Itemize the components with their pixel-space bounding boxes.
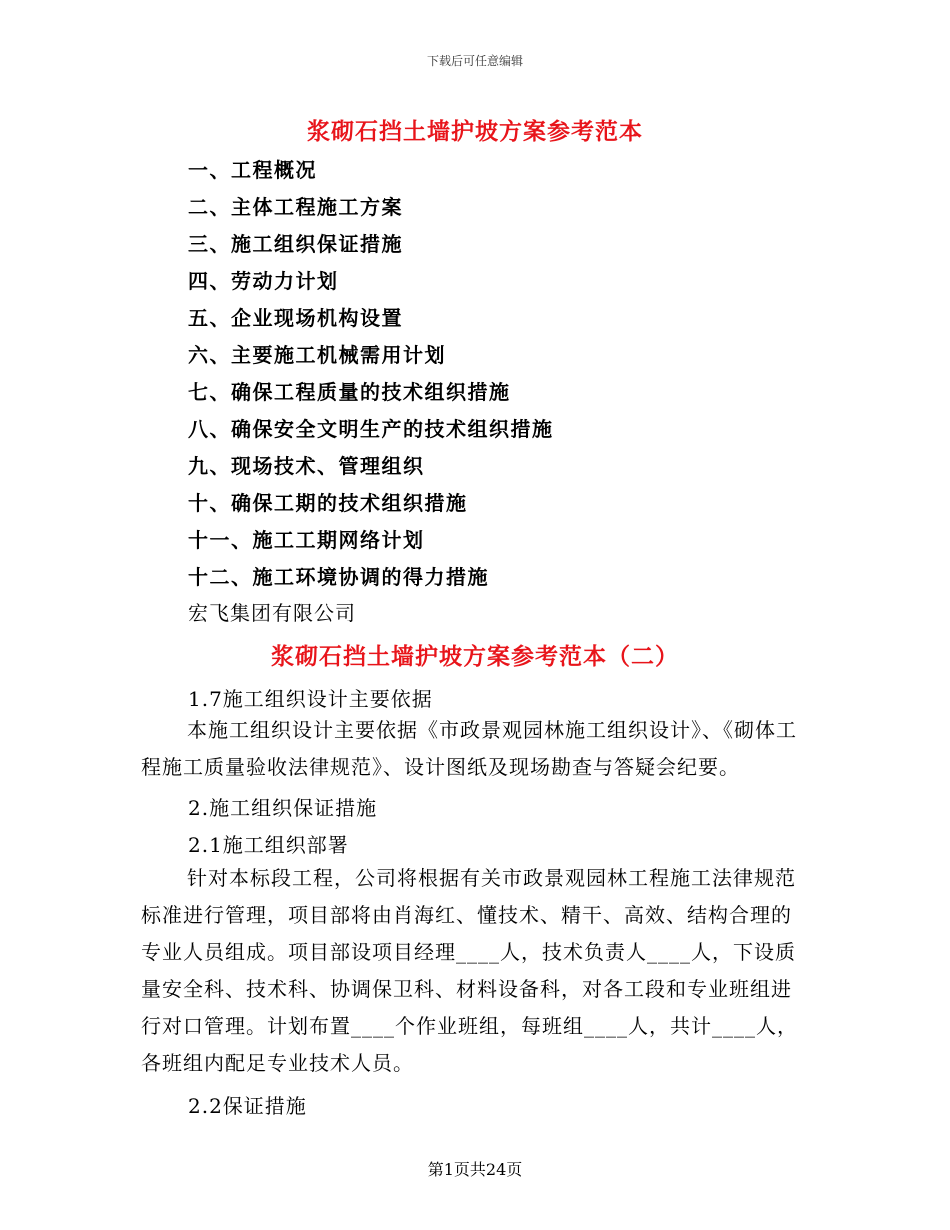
toc-item: 一、工程概况 [188,158,317,182]
section-heading-2-2: 2.2保证措施 [188,1094,307,1118]
toc-item: 九、现场技术、管理组织 [188,454,425,478]
toc-item: 三、施工组织保证措施 [188,232,403,256]
page-footer: 第1页共24页 [427,1160,523,1179]
toc-item: 七、确保工程质量的技术组织措施 [188,380,511,404]
page-header: 下载后可任意编辑 [426,54,523,68]
toc-item: 二、主体工程施工方案 [188,195,403,219]
toc-item: 六、主要施工机械需用计划 [188,343,446,367]
section-heading-2: 2.施工组织保证措施 [188,796,378,820]
toc-item: 十二、施工环境协调的得力措施 [188,565,489,589]
paragraph-1-7: 本施工组织设计主要依据《市政景观园林施工组织设计》、《砌体工程施工质量验收法律规范》、设计图纸及现场勘查与答疑会纪要。 [141,718,797,779]
table-of-contents [188,152,554,596]
section-heading-1-7: 1.7施工组织设计主要依据 [188,687,433,711]
company-name: 宏飞集团有限公司 [188,601,356,625]
toc-item: 十一、施工工期网络计划 [188,528,425,552]
toc-item: 四、劳动力计划 [188,269,339,293]
document-title: 浆砌石挡土墙护坡方案参考范本 [307,118,643,145]
paragraph-2-1: 针对本标段工程，公司将根据有关市政景观园林工程施工法律规范标准进行管理，项目部将由肖海红、懂技术、精干、高效、结构合理的专业人员组成。项目部设项目经理____人，技术负责人____人，下设质量安全科、技术科、协调保卫科、材料设备科，对各工段和专业班组进行对口管理。计划布置____个作业班组，每班组____人，共计____人，各班组内配足专业技术人员。 [141,866,798,1075]
toc-item: 五、企业现场机构设置 [188,306,403,330]
section-heading-2-1: 2.1施工组织部署 [188,833,349,857]
document-title-2: 浆砌石挡土墙护坡方案参考范本（二） [271,643,679,670]
toc-item: 十、确保工期的技术组织措施 [188,491,468,515]
toc-item: 八、确保安全文明生产的技术组织措施 [188,417,554,441]
